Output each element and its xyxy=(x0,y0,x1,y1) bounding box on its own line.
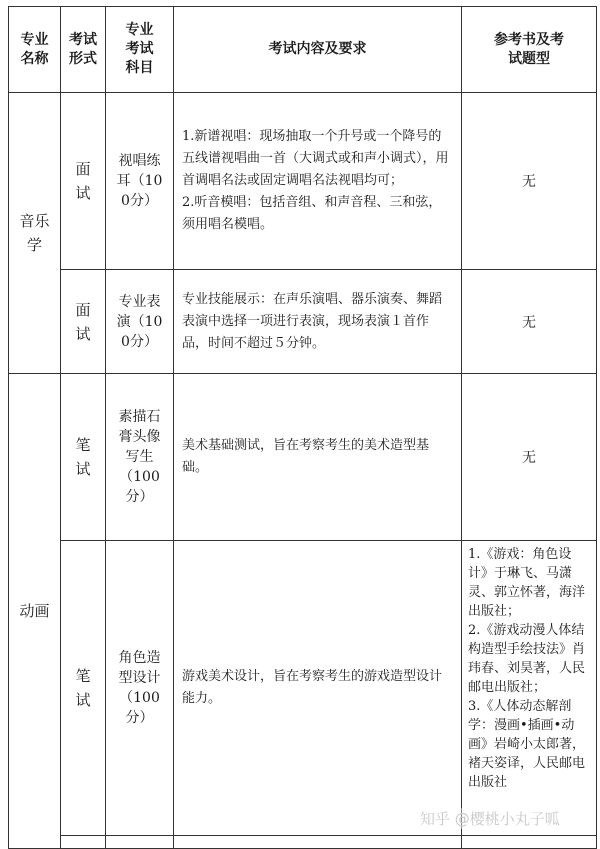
content-cell: 游戏美术设计，旨在考察考生的游戏造型设计能力。 xyxy=(174,541,462,836)
exam-requirements-table xyxy=(8,6,597,849)
reference-book-item: 2.《游戏动漫人体结构造型手绘技法》肖玮春、刘昊著，人民邮电出版社； xyxy=(468,623,586,695)
form-cell: 面试 xyxy=(61,270,106,374)
watermark: 知乎 @樱桃小丸子呱 xyxy=(420,810,560,828)
reference-cell: 无 xyxy=(462,93,597,270)
form-cell: 面试 xyxy=(61,93,106,270)
major-music: 音乐学 xyxy=(9,93,61,374)
major-animation: 动画 xyxy=(9,374,61,849)
table-row xyxy=(9,93,597,270)
content-cell xyxy=(174,93,462,270)
content-line: 2.听音模唱：包括音组、和声音程、三和弦，须用唱名模唱。 xyxy=(182,195,442,232)
subject-cell: 角色造型设计（100分） xyxy=(106,541,174,836)
header-major: 专业名称 xyxy=(9,7,61,93)
table-row xyxy=(9,270,597,374)
header-subject: 专业考试科目 xyxy=(106,7,174,93)
header-form: 考试形式 xyxy=(61,7,106,93)
reference-book-item: 1.《游戏：角色设计》于琳飞、马潇灵、郭立怀著，海洋出版社； xyxy=(468,547,586,619)
content-cell: 专业技能展示：在声乐演唱、器乐演奏、舞蹈表演中选择一项进行表演，现场表演１首作品，时间不超过５分钟。 xyxy=(174,270,462,374)
header-row xyxy=(9,7,597,93)
reference-cell: 无 xyxy=(462,270,597,374)
content-line: 1.新谱视唱：现场抽取一个升号或一个降号的五线谱视唱曲一首（大调式或和声小调式），用首调唱名法或固定调唱名法视唱均可； xyxy=(182,129,449,188)
subject-cell: 专业表演（100分） xyxy=(106,270,174,374)
form-cell: 笔试 xyxy=(61,541,106,836)
reference-book-item: 3.《人体动态解剖学：漫画•插画•动画》岩崎小太郎著，褚天姿译，人民邮电出版社 xyxy=(468,699,586,790)
subject-cell: 素描石膏头像写生（100分） xyxy=(106,374,174,541)
header-content: 考试内容及要求 xyxy=(174,7,462,93)
header-reference: 参考书及考试题型 xyxy=(462,7,597,93)
table-row xyxy=(9,374,597,541)
reference-books-cell xyxy=(462,541,597,836)
subject-cell: 视唱练耳（100分） xyxy=(106,93,174,270)
form-cell: 笔试 xyxy=(61,374,106,541)
content-cell: 美术基础测试，旨在考察考生的美术造型基础。 xyxy=(174,374,462,541)
reference-cell: 无 xyxy=(462,374,597,541)
table-row xyxy=(9,541,597,836)
